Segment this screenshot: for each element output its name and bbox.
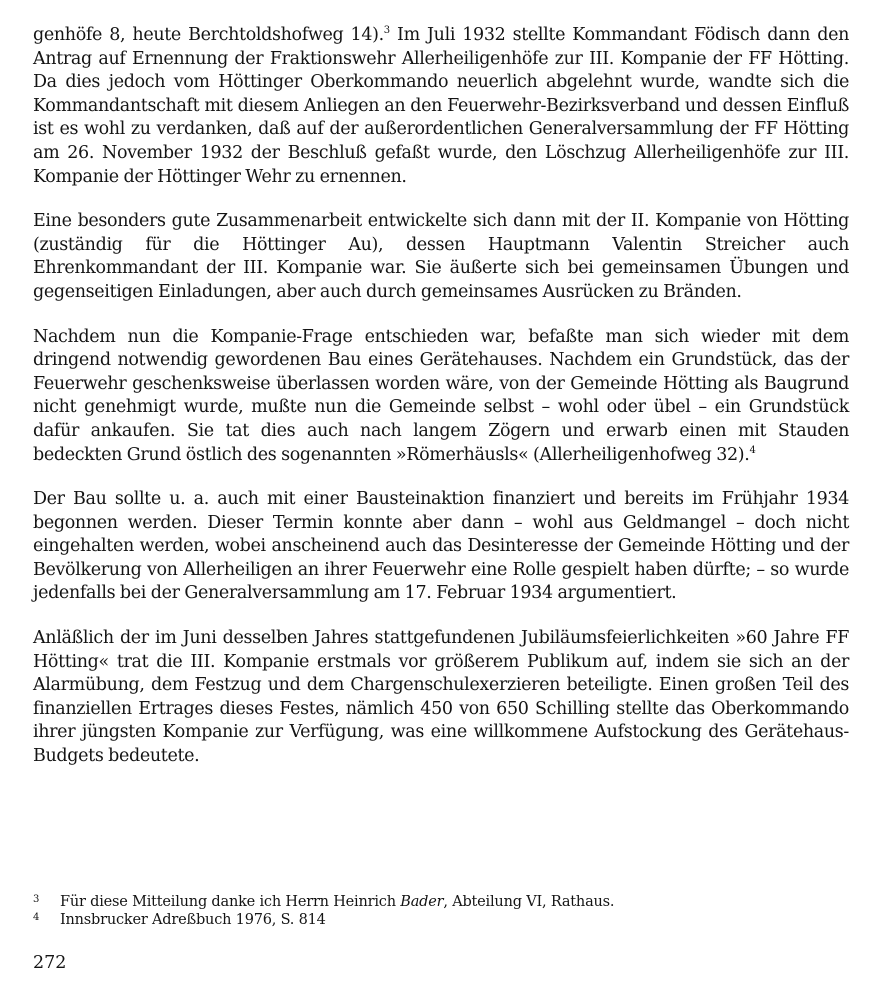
footnote-name-italic: Bader	[400, 894, 444, 910]
footnote-4	[33, 911, 849, 929]
footnote-number: 4	[33, 912, 40, 923]
footnote-ref-3: 3	[383, 25, 390, 36]
paragraph-3-text: Nachdem nun die Kompanie-Frage entschieden war, befaßte man sich wieder mit dem dringend notwendig gewordenen Bau eines Gerätehauses. Nachdem ein Grundstück, das der Feuerwehr geschenksweise überlassen worden wäre, von der Gemeinde Hötting als Baugrund nicht genehmigt wurde, mußte nun die Gemeinde selbst – wohl oder übel – ein Grundstück dafür ankaufen. Sie tat dies auch nach langem Zögern und erwarb einen mit Stauden bedeckten Grund östlich des sogenannten »Römerhäusls« (Allerheiligenhofweg 32).	[33, 326, 849, 465]
footnote-text	[60, 893, 614, 911]
footnote-text-part: Für diese Mitteilung danke ich Herrn Heinrich	[60, 894, 401, 910]
footnote-text-part: , Abteilung VI, Rathaus.	[443, 894, 615, 910]
main-text	[33, 24, 849, 790]
paragraph-2-text: Eine besonders gute Zusammenarbeit entwickelte sich dann mit der II. Kompanie von Hötting (zuständig für die Höttinger Au), dessen Hauptmann Valentin Streicher auch Ehrenkommandant der III. Kompanie war. Sie äußerte sich bei gemeinsamen Übungen und gegenseitigen Einladungen, aber auch durch gemeinsames Ausrücken zu Bränden.	[33, 211, 849, 302]
paragraph-1-text-cont: Im Juli 1932 stellte Kommandant Födisch dann den Antrag auf Ernennung der Fraktionswehr Allerheiligenhöfe zur III. Kompanie der FF Hötting. Da dies jedoch vom Höttinger Oberkommando neuerlich abgelehnt wurde, wandte sich die Kommandantschaft mit diesem Anliegen an den Feuerwehr-Bezirksverband und dessen Einfluß ist es wohl zu verdanken, daß auf der außerordentlichen Generalversammlung der FF Hötting am 26. November 1932 der Beschluß gefaßt wurde, den Löschzug Allerheiligenhöfe zur III. Kompanie der Höttinger Wehr zu ernennen.	[33, 25, 849, 187]
footnote-number: 3	[33, 894, 40, 905]
paragraph-4-text: Der Bau sollte u. a. auch mit einer Bausteinaktion finanziert und bereits im Frühjahr 1934 begonnen werden. Dieser Termin konnte aber dann – wohl aus Geldmangel – doch nicht eingehalten werden, wobei anscheinend auch das Desinteresse der Gemeinde Hötting und der Bevölkerung von Allerheiligen an ihrer Feuerwehr eine Rolle gespielt haben dürfte; – so wurde jedenfalls bei der Generalversammlung am 17. Februar 1934 argumentiert.	[33, 489, 849, 604]
footnotes	[33, 893, 849, 929]
paragraph-2	[33, 210, 849, 304]
footnote-text: Innsbrucker Adreßbuch 1976, S. 814	[60, 912, 326, 928]
paragraph-3	[33, 326, 849, 468]
page-number: 272	[33, 953, 67, 973]
paragraph-1-text: genhöfe 8, heute Berchtoldshofweg 14).	[33, 25, 384, 45]
footnote-ref-4: 4	[749, 444, 756, 456]
paragraph-5	[33, 627, 849, 769]
paragraph-1	[33, 24, 849, 189]
paragraph-5-text: Anläßlich der im Juni desselben Jahres stattgefundenen Jubiläumsfeierlichkeiten »60 Jahre FF Hötting« trat die III. Kompanie erstmals vor größerem Publikum auf, indem sie sich an der Alarmübung, dem Festzug und dem Chargenschulexerzieren beteiligte. Einen großen Teil des finanziellen Ertrages dieses Festes, nämlich 450 von 650 Schilling stellte das Oberkommando ihrer jüngsten Kompanie zur Verfügung, was eine willkommene Aufstockung des Gerätehaus-Budgets bedeutete.	[33, 628, 849, 767]
paragraph-4	[33, 488, 849, 606]
footnote-3	[33, 893, 849, 911]
